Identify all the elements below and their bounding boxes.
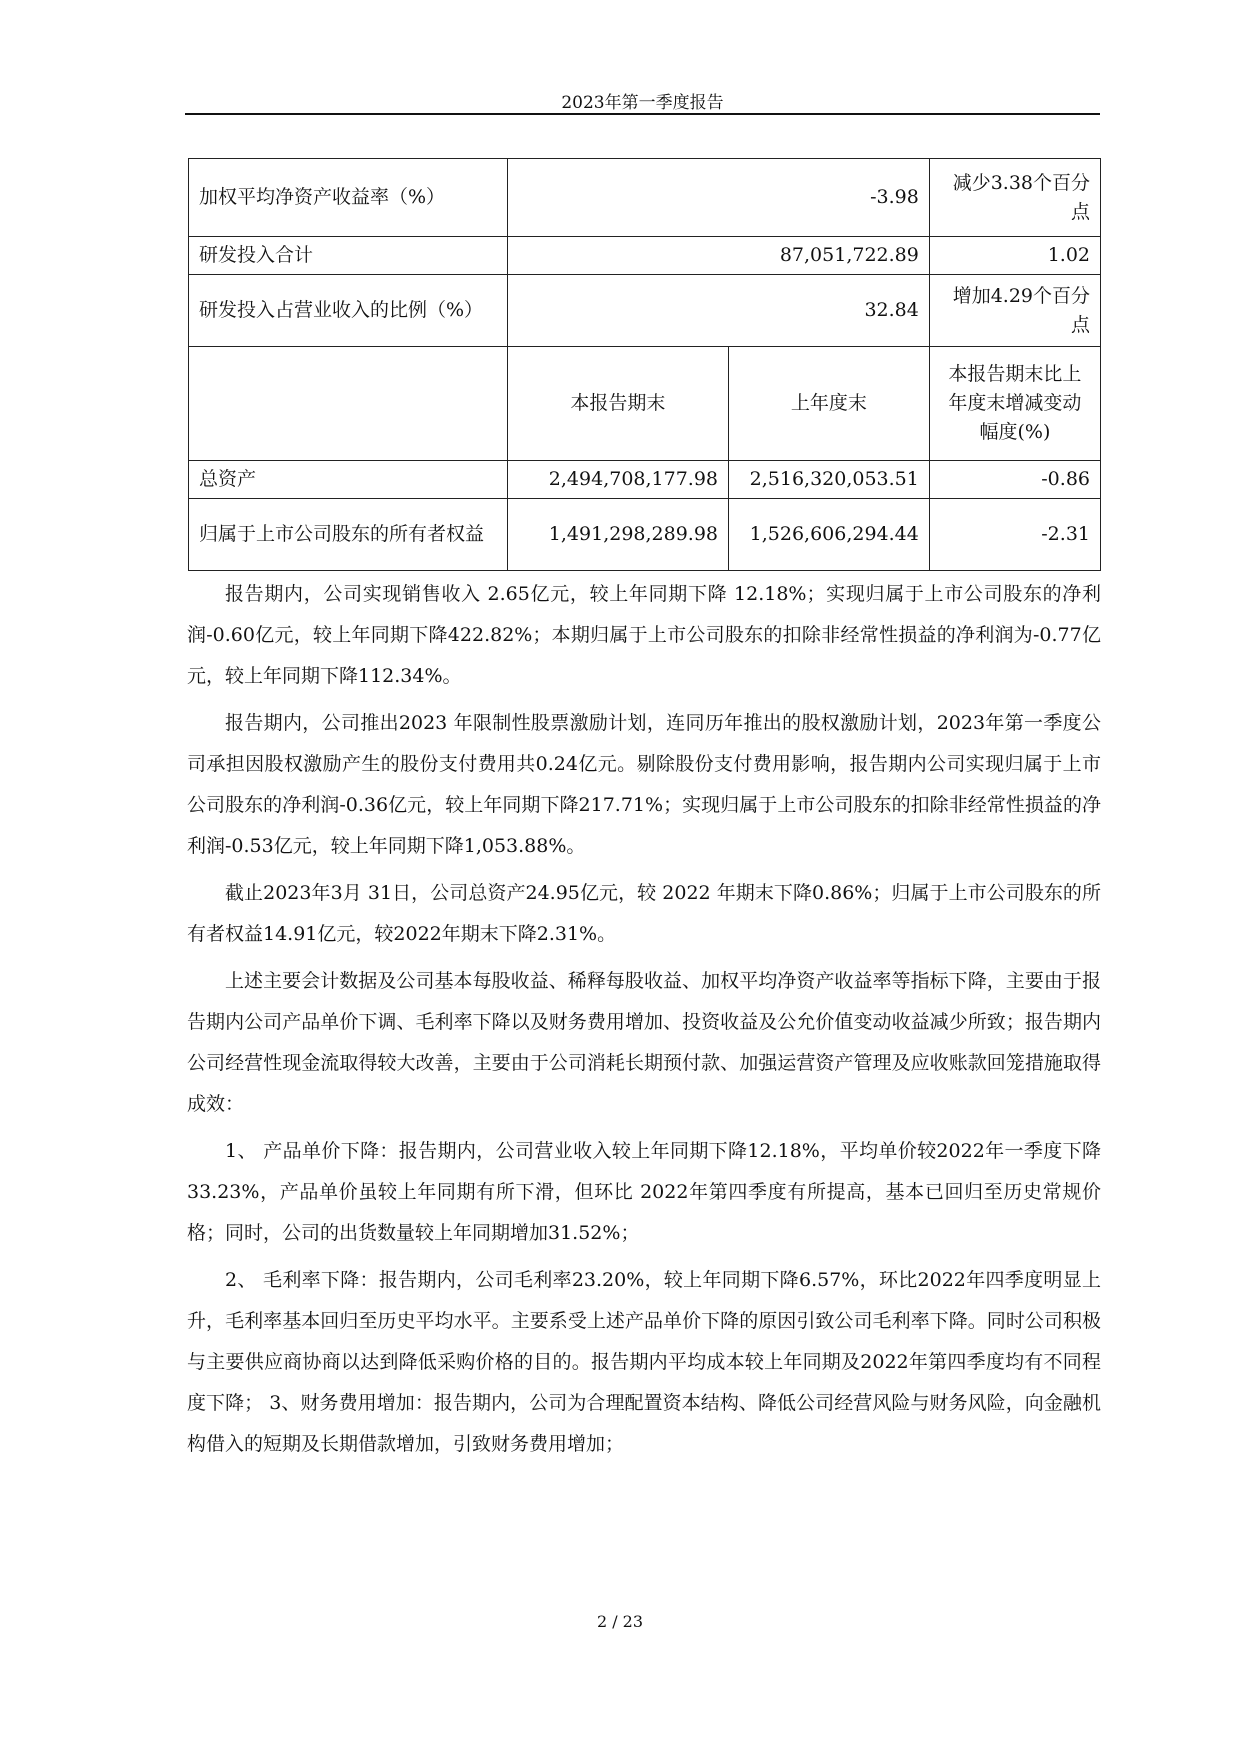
row-value: -3.98: [507, 159, 929, 237]
subheader-prior-year-end: 上年度末: [729, 347, 930, 461]
row-prior: 2,516,320,053.51: [729, 461, 930, 499]
row-label: 加权平均净资产收益率（%）: [189, 159, 508, 237]
table-row: [189, 499, 1101, 571]
table-row: [189, 159, 1101, 237]
row-label: 研发投入合计: [189, 237, 508, 275]
subheader-blank: [189, 347, 508, 461]
row-value: 87,051,722.89: [507, 237, 929, 275]
table-subheader-row: [189, 347, 1101, 461]
header-rule: [185, 113, 1100, 115]
report-body: [187, 574, 1101, 1471]
table-row: [189, 237, 1101, 275]
financial-data-table: [188, 158, 1101, 571]
row-change: -0.86: [929, 461, 1100, 499]
paragraph: 截止2023年3月 31日，公司总资产24.95亿元，较 2022 年期末下降0.86%；归属于上市公司股东的所有者权益14.91亿元，较2022年期末下降2.31%。: [187, 882, 1101, 945]
subheader-change: 本报告期末比上年度末增减变动幅度(%): [929, 347, 1100, 461]
row-label: 归属于上市公司股东的所有者权益: [189, 499, 508, 571]
row-change: 增加4.29个百分点: [929, 275, 1100, 347]
paragraph: 2、 毛利率下降：报告期内，公司毛利率23.20%，较上年同期下降6.57%，环比2022年四季度明显上升，毛利率基本回归至历史平均水平。主要系受上述产品单价下降的原因引致公司毛利率下降。同时公司积极与主要供应商协商以达到降低采购价格的目的。报告期内平均成本较上年同期及2022年第四季度均有不同程度下降； 3、财务费用增加：报告期内，公司为合理配置资本结构、降低公司经营风险与财务风险，向金融机构借入的短期及长期借款增加，引致财务费用增加；: [187, 1269, 1101, 1455]
row-prior: 1,526,606,294.44: [729, 499, 930, 571]
row-value: 32.84: [507, 275, 929, 347]
row-label: 总资产: [189, 461, 508, 499]
page-header: 2023年第一季度报告: [561, 93, 724, 113]
table-row: [189, 275, 1101, 347]
row-change: 减少3.38个百分点: [929, 159, 1100, 237]
paragraph: 1、 产品单价下降：报告期内，公司营业收入较上年同期下降12.18%，平均单价较2022年一季度下降 33.23%，产品单价虽较上年同期有所下滑，但环比 2022年第四季度有所提高，基本已回归至历史常规价格；同时，公司的出货数量较上年同期增加31.52%；: [187, 1140, 1101, 1244]
subheader-current-period: 本报告期末: [507, 347, 728, 461]
paragraph: 报告期内，公司实现销售收入 2.65亿元，较上年同期下降 12.18%；实现归属于上市公司股东的净利润-0.60亿元，较上年同期下降422.82%；本期归属于上市公司股东的扣除非经常性损益的净利润为-0.77亿元，较上年同期下降112.34%。: [187, 583, 1101, 687]
row-current: 1,491,298,289.98: [507, 499, 728, 571]
page-number: 2 / 23: [596, 1612, 644, 1631]
row-label: 研发投入占营业收入的比例（%）: [189, 275, 508, 347]
row-change: 1.02: [929, 237, 1100, 275]
table-row: [189, 461, 1101, 499]
paragraph: 上述主要会计数据及公司基本每股收益、稀释每股收益、加权平均净资产收益率等指标下降，主要由于报告期内公司产品单价下调、毛利率下降以及财务费用增加、投资收益及公允价值变动收益减少所致；报告期内公司经营性现金流取得较大改善，主要由于公司消耗长期预付款、加强运营资产管理及应收账款回笼措施取得成效：: [187, 970, 1101, 1115]
row-current: 2,494,708,177.98: [507, 461, 728, 499]
row-change: -2.31: [929, 499, 1100, 571]
paragraph: 报告期内，公司推出2023 年限制性股票激励计划，连同历年推出的股权激励计划，2023年第一季度公司承担因股权激励产生的股份支付费用共0.24亿元。剔除股份支付费用影响，报告期内公司实现归属于上市公司股东的净利润-0.36亿元，较上年同期下降217.71%；实现归属于上市公司股东的扣除非经常性损益的净利润-0.53亿元，较上年同期下降1,053.88%。: [187, 712, 1101, 857]
